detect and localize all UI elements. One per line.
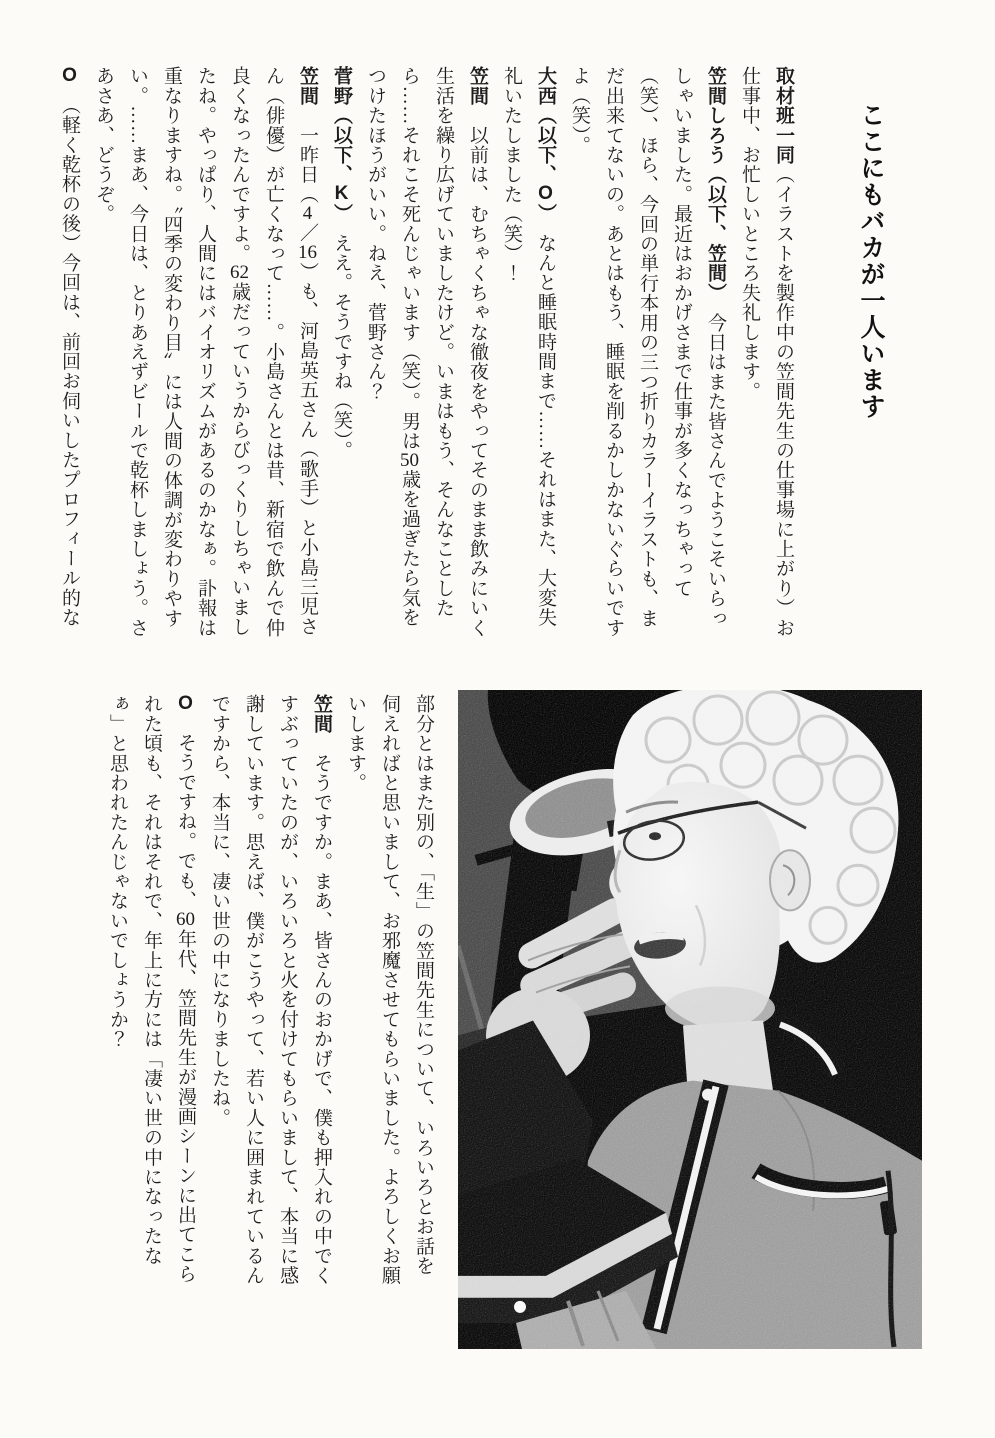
speaker-name: 笠間しろう（以下、笠間） bbox=[705, 66, 726, 293]
dialogue-text: 以前は、むちゃくちゃな徹夜をやってそのまま飲みにいく生活を繰り広げていましたけど。いまはもう、そんなことしたら……それこそ死んじゃいます（笑）。男は bbox=[399, 66, 488, 638]
speaker-name: 笠間 bbox=[467, 66, 488, 106]
interview-paragraph bbox=[562, 66, 732, 640]
dialogue-text: 50 bbox=[400, 450, 419, 470]
interview-paragraph bbox=[52, 66, 86, 640]
dialogue-text: （軽く乾杯の後）今回は、前回お伺いしたプロフィール的な bbox=[59, 85, 80, 628]
interview-paragraph bbox=[358, 66, 494, 640]
interview-paragraph bbox=[338, 694, 440, 1287]
dialogue-text: 一昨日（ bbox=[297, 105, 318, 204]
interview-paragraph bbox=[494, 66, 562, 640]
speaker-name: ） bbox=[331, 203, 352, 214]
speaker-name: 大西（以下、 bbox=[535, 66, 556, 185]
dialogue-text: ／ bbox=[297, 222, 318, 243]
dialogue-text: 歳を過ぎたら気をつけたほうがいい。ねえ、菅野さん？ bbox=[365, 66, 420, 628]
dialogue-text: ええ。そうですね（笑）。 bbox=[331, 213, 352, 461]
dialogue-text: 歳だっていうからびっくりしちゃいましたね。やっぱり、人間にはバイオリズムがあるのかなぁ。訃報は重なりますね。〝四季の変わり目〟には人間の体調が変わりやすい。……まあ、今日は、とりあえずビールで乾杯しましょう。さあさあ、どうぞ。 bbox=[93, 66, 250, 638]
page-title: ここにもバカが一人います bbox=[857, 102, 885, 420]
dialogue-text: 4 bbox=[302, 203, 313, 223]
speaker-name: 菅野（以下、 bbox=[331, 66, 352, 185]
interview-text-top bbox=[45, 66, 800, 640]
interview-text-bottom bbox=[58, 694, 440, 1287]
speaker-name: 取材班一同 bbox=[773, 66, 794, 165]
speaker-name: K bbox=[334, 184, 349, 204]
speaker-name: ） bbox=[535, 203, 556, 214]
interview-paragraph bbox=[732, 66, 800, 640]
dialogue-text: 今日はまた皆さんでようこそいらっしゃいました。最近はおかげさまで仕事が多くなっちゃって（笑）、ほら、今回の単行本用の三つ折りカラーイラストも、まだ出来てないの。あとはもう、睡眠を削るかしかないぐらいですよ（笑）。 bbox=[569, 66, 726, 638]
dialogue-text: 62 bbox=[230, 263, 249, 282]
photo-illustration bbox=[458, 690, 922, 1349]
interview-paragraph bbox=[324, 66, 358, 640]
dialogue-text: （イラストを製作中の笠間先生の仕事場に上がり）お仕事中、お忙しいところ失礼します。 bbox=[739, 66, 794, 638]
dialogue-text: ）も、河島英五さん（歌手）と小島三児さん（俳優）が亡くなって……。小島さんとは昔、新宿で飲んで仲良くなったんですよ。 bbox=[229, 66, 318, 638]
dialogue-text: そうですか。まあ、皆さんのおかげで、僕も押入れの中でくすぶっていたのが、いろいろと火を付けてもらいまして、本当に感謝しています。思えば、僕がこうやって、若い人に囲まれているんですから、本当に、凄い世の中になりましたね。 bbox=[209, 694, 332, 1286]
dialogue-text: 60 bbox=[176, 910, 195, 929]
interview-paragraph bbox=[202, 694, 338, 1287]
dialogue-text: 年代、笠間先生が漫画シーンに出てこられた頃も、それはそれで、年上に方には「凄い世の中になったなぁ」と思われたんじゃないでしょうか？ bbox=[107, 694, 196, 1284]
dialogue-text: 部分とはまた別の、「生」の笠間先生について、いろいろとお話を伺えればと思いまして、お邪魔させてもらいました。よろしくお願いします。 bbox=[345, 694, 434, 1285]
speaker-name: O bbox=[62, 66, 77, 85]
interview-paragraph bbox=[100, 694, 202, 1287]
interview-paragraph bbox=[86, 66, 324, 640]
film-grain-overlay bbox=[458, 690, 922, 1349]
speaker-name: 笠間 bbox=[297, 66, 318, 106]
photo-artist-at-desk bbox=[458, 690, 922, 1349]
speaker-name: O bbox=[178, 694, 193, 713]
dialogue-text: なんと睡眠時間まで……それはまた、大変失礼いたしました（笑）！ bbox=[501, 66, 556, 628]
dialogue-text: そうですね。でも、 bbox=[175, 713, 196, 910]
speaker-name: 笠間 bbox=[311, 694, 332, 734]
speaker-name: O bbox=[538, 184, 553, 204]
dialogue-text: 16 bbox=[298, 242, 317, 262]
